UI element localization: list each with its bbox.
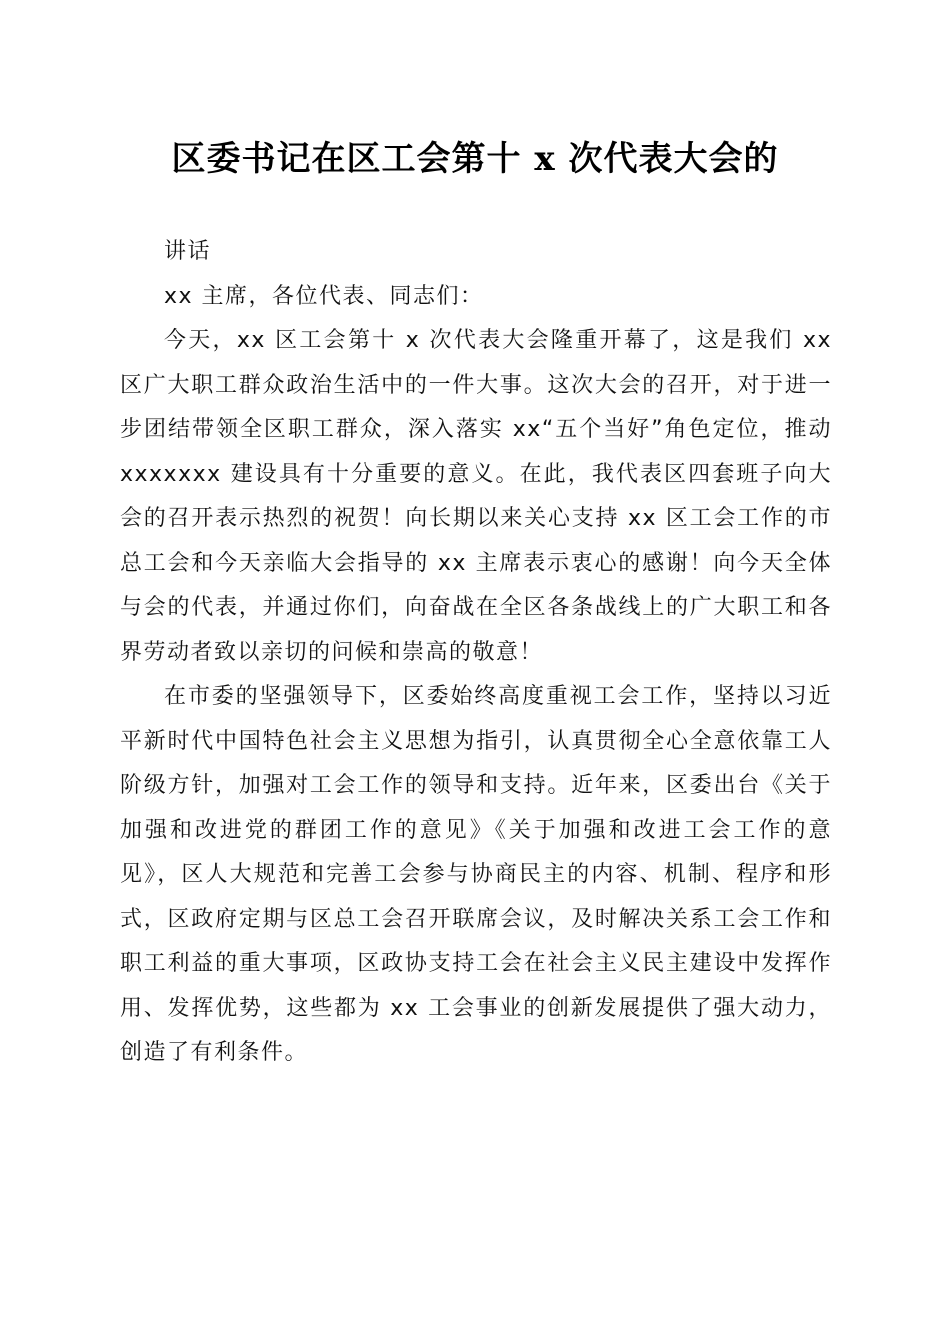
salutation-line: xx 主席，各位代表、同志们：: [164, 283, 484, 309]
document-body: [120, 230, 832, 1076]
body-paragraph-1: 今天，xx 区工会第十 x 次代表大会隆重开幕了，这是我们 xx 区广大职工群众政治生活中的一件大事。这次大会的召开，对于进一步团结带领全区职工群众，深入落实 xx“五个当好”角色定位，推动 xxxxxxx 建设具有十分重要的意义。在此，我代表区四套班子向大会的召开表示热烈的祝贺！向长期以来关心支持 xx 区工会工作的市总工会和今天亲临大会指导的 xx 主席表示衷心的感谢！向今天全体与会的代表，并通过你们，向奋战在全区各条战线上的广大职工和各界劳动者致以亲切的问候和崇高的敬意！: [120, 328, 832, 665]
document-subtitle: 讲话: [164, 239, 212, 264]
body-paragraph-2: 在市委的坚强领导下，区委始终高度重视工会工作，坚持以习近平新时代中国特色社会主义思想为指引，认真贯彻全心全意依靠工人阶级方针，加强对工会工作的领导和支持。近年来，区委出台《关于加强和改进党的群团工作的意见》《关于加强和改进工会工作的意见》，区人大规范和完善工会参与协商民主的内容、机制、程序和形式，区政府定期与区总工会召开联席会议，及时解决关系工会工作和职工利益的重大事项，区政协支持工会在社会主义民主建设中发挥作用、发挥优势，这些都为 xx 工会事业的创新发展提供了强大动力，创造了有利条件。: [120, 684, 832, 1065]
document-title: 区委书记在区工会第十 x 次代表大会的: [171, 139, 779, 179]
